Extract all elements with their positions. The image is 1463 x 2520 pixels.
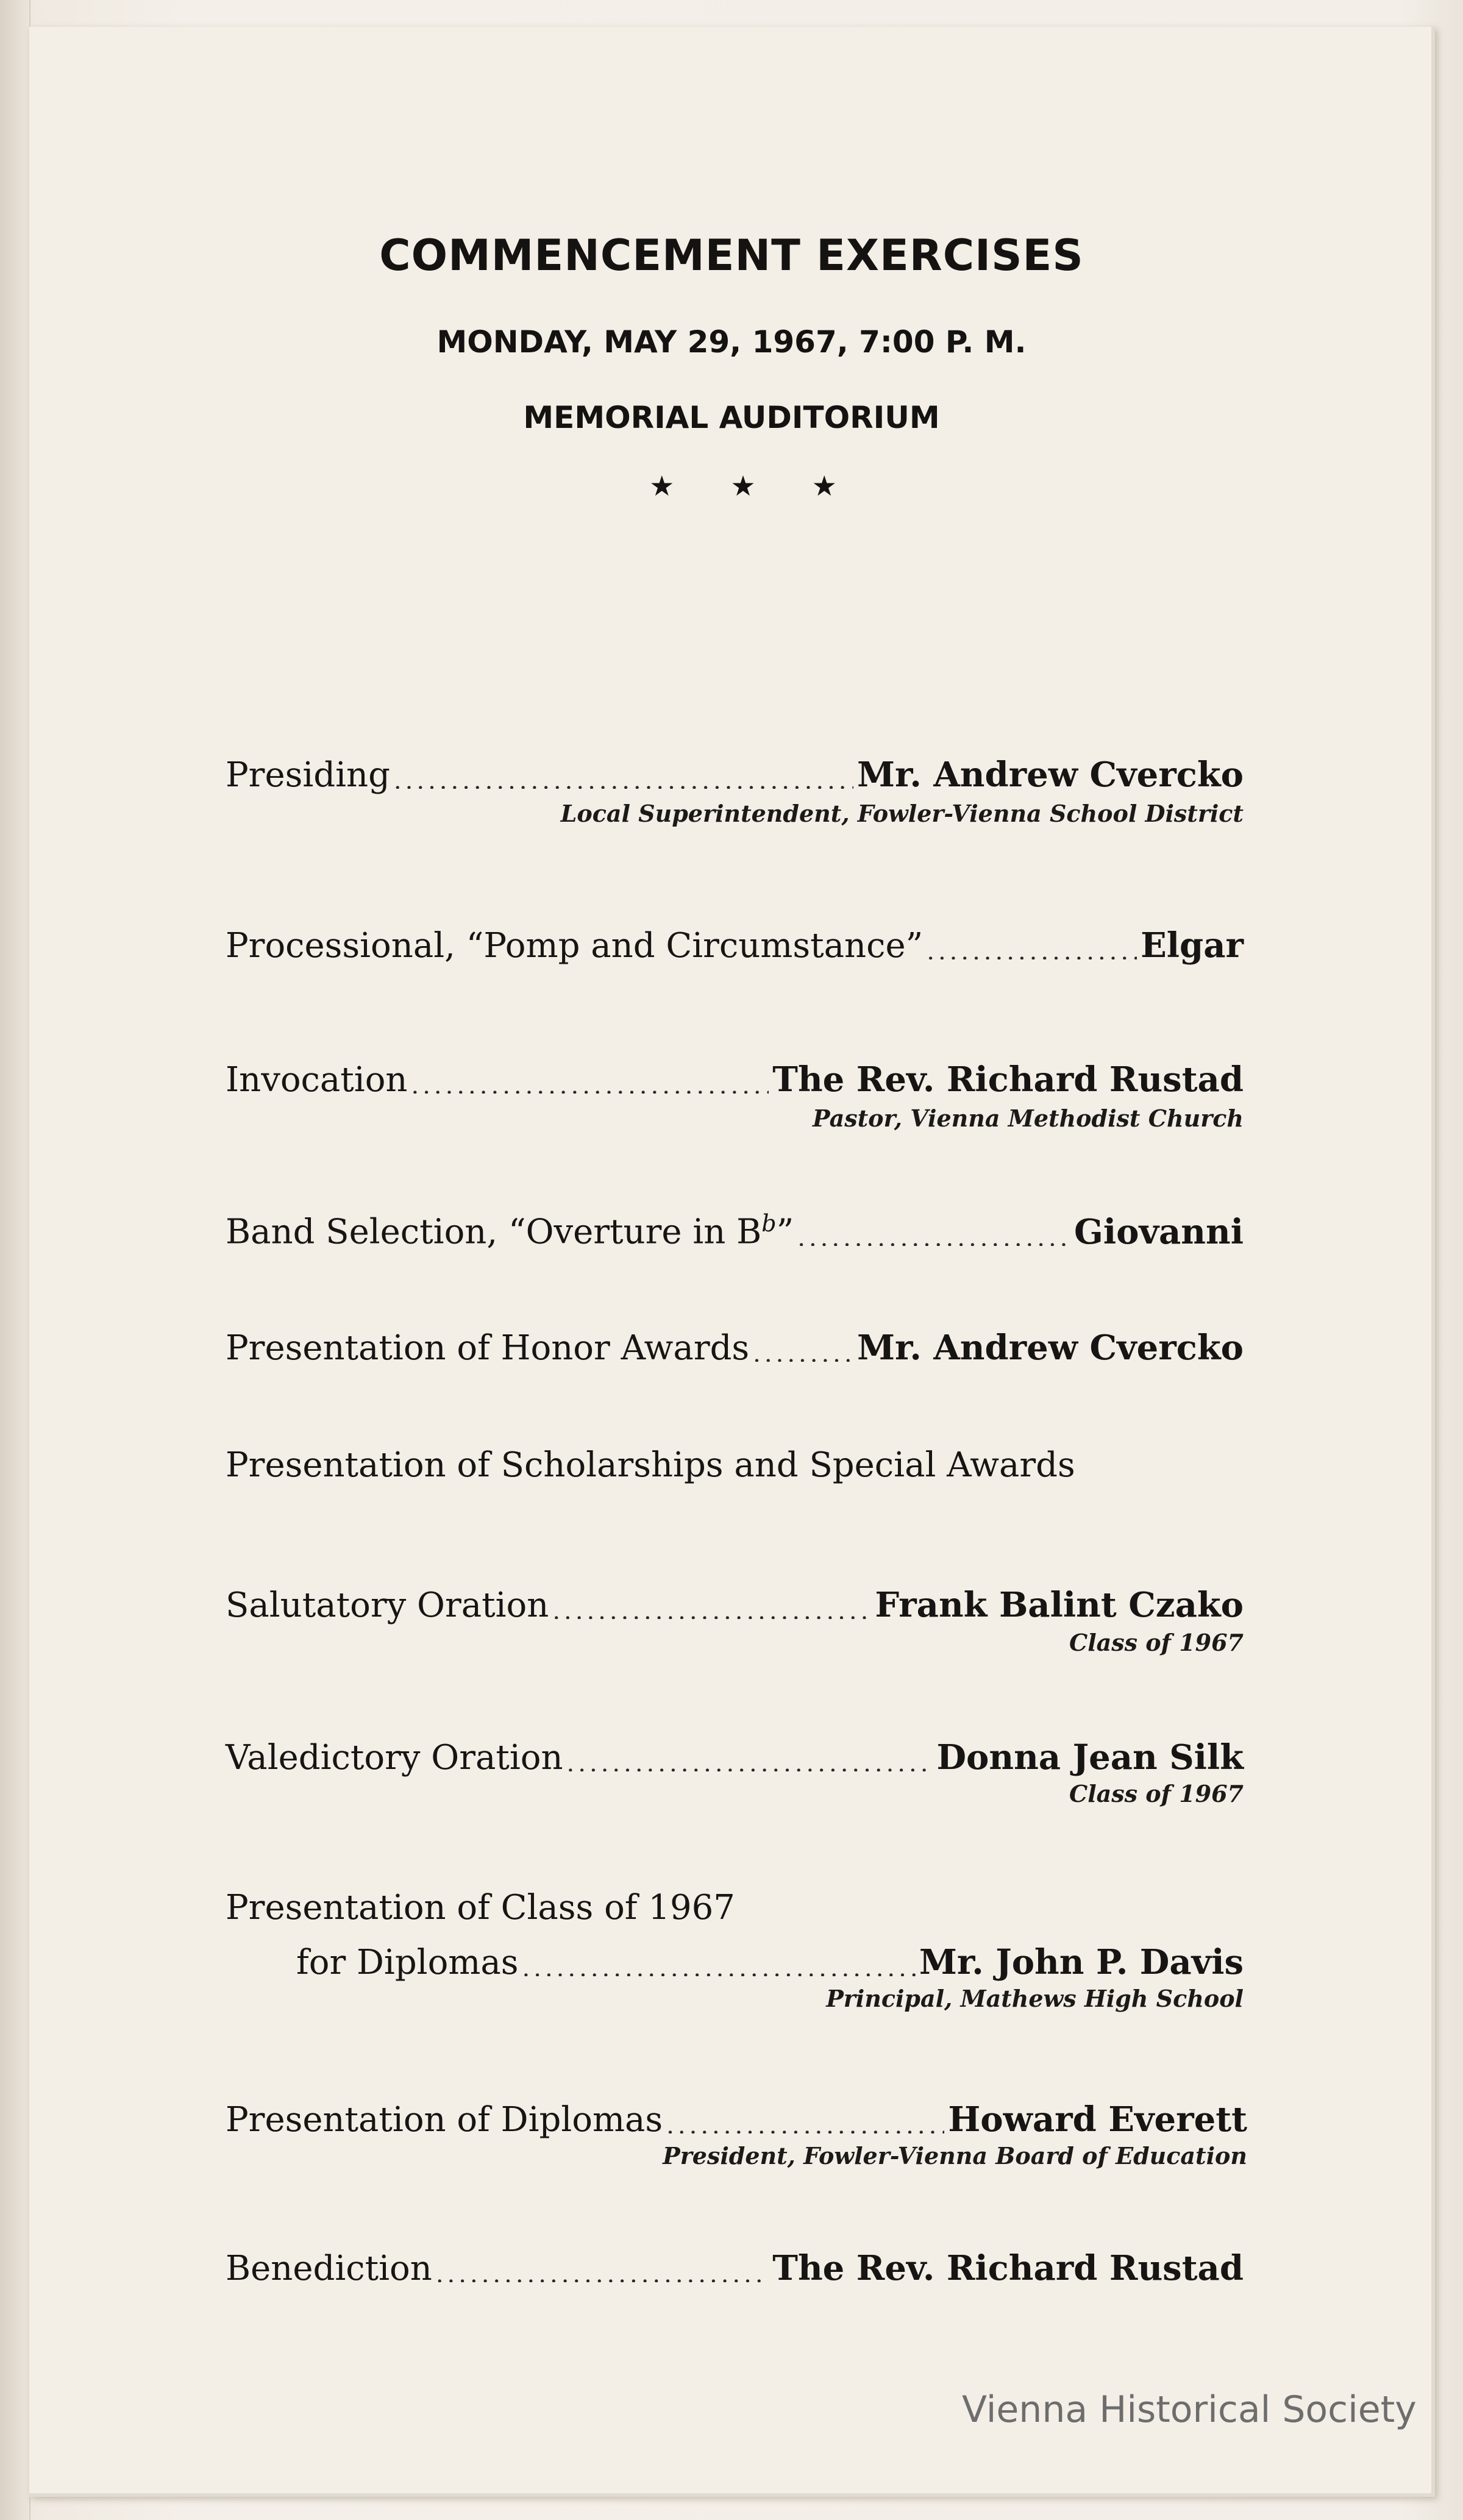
- presiding-title: Local Superintendent, Fowler-Vienna School District: [560, 800, 1244, 827]
- row-label: for Diplomas: [296, 1943, 519, 1982]
- row-label: Presentation of Scholarships and Special Awards: [226, 1445, 1075, 1485]
- board-president-title: President, Fowler-Vienna Board of Education: [663, 2142, 1247, 2169]
- row-name: Elgar: [1141, 925, 1244, 966]
- page-title: COMMENCEMENT EXERCISES: [379, 230, 1084, 280]
- event-date: MONDAY, MAY 29, 1967, 7:00 P. M.: [436, 324, 1027, 360]
- row-label: Valedictory Oration: [226, 1738, 563, 1778]
- salutatory-class: Class of 1967: [1069, 1629, 1244, 1656]
- program-row-scholarships: [226, 1437, 1075, 1485]
- band-label-suffix: ”: [776, 1212, 794, 1252]
- program-row-valedictory: [226, 1730, 1244, 1778]
- dot-leader: [927, 927, 1137, 959]
- program-row-for-diplomas: [296, 1935, 1244, 1982]
- row-label: Invocation: [226, 1060, 408, 1100]
- row-name: Giovanni: [1074, 1212, 1244, 1252]
- row-name: Mr. John P. Davis: [919, 1942, 1244, 1982]
- dot-leader: [666, 2101, 944, 2134]
- program-row-processional: [226, 918, 1244, 966]
- flat-symbol: b: [761, 1210, 777, 1237]
- program-row-presiding: [226, 747, 1244, 795]
- page-spine: [0, 0, 30, 2520]
- row-name: The Rev. Richard Rustad: [772, 1059, 1244, 1100]
- program-row-benediction: [226, 2241, 1244, 2288]
- row-label: Presentation of Class of 1967: [226, 1888, 735, 1927]
- dot-leader: [797, 1213, 1070, 1246]
- program-row-salutatory: [226, 1578, 1244, 1625]
- row-name: Mr. Andrew Cvercko: [857, 1328, 1244, 1368]
- row-name: The Rev. Richard Rustad: [772, 2248, 1244, 2288]
- dot-leader: [753, 1329, 853, 1362]
- program-row-invocation: [226, 1052, 1244, 1100]
- row-label: Presentation of Diplomas: [226, 2100, 663, 2140]
- row-name: Mr. Andrew Cvercko: [857, 755, 1244, 795]
- principal-title: Principal, Mathews High School: [826, 1985, 1244, 2012]
- band-label-prefix: Band Selection, “Overture in B: [226, 1212, 762, 1252]
- dot-leader: [436, 2249, 769, 2282]
- row-label: [226, 1210, 794, 1252]
- valedictory-class: Class of 1967: [1069, 1780, 1244, 1807]
- watermark: Vienna Historical Society: [962, 2388, 1417, 2431]
- event-venue: MEMORIAL AUDITORIUM: [523, 400, 940, 435]
- program-row-honor-awards: [226, 1320, 1244, 1368]
- dot-leader: [394, 756, 853, 789]
- row-name: Frank Balint Czako: [875, 1585, 1244, 1625]
- row-label: Benediction: [226, 2249, 432, 2288]
- program-row-band-selection: [226, 1205, 1244, 1252]
- program-row-class-presentation: [226, 1880, 735, 1927]
- dot-leader: [411, 1061, 769, 1094]
- row-name: Donna Jean Silk: [936, 1737, 1244, 1778]
- invocation-title: Pastor, Vienna Methodist Church: [813, 1105, 1244, 1132]
- row-label: Salutatory Oration: [226, 1586, 549, 1625]
- row-label: Presiding: [226, 755, 390, 795]
- dot-leader: [522, 1943, 916, 1976]
- dot-leader: [552, 1586, 871, 1619]
- row-label: Presentation of Honor Awards: [226, 1328, 750, 1368]
- dot-leader: [567, 1739, 933, 1771]
- star-divider: ★ ★ ★: [649, 469, 860, 502]
- row-name: Howard Everett: [948, 2099, 1247, 2140]
- row-label: Processional, “Pomp and Circumstance”: [226, 926, 924, 966]
- program-row-diplomas: [226, 2092, 1247, 2140]
